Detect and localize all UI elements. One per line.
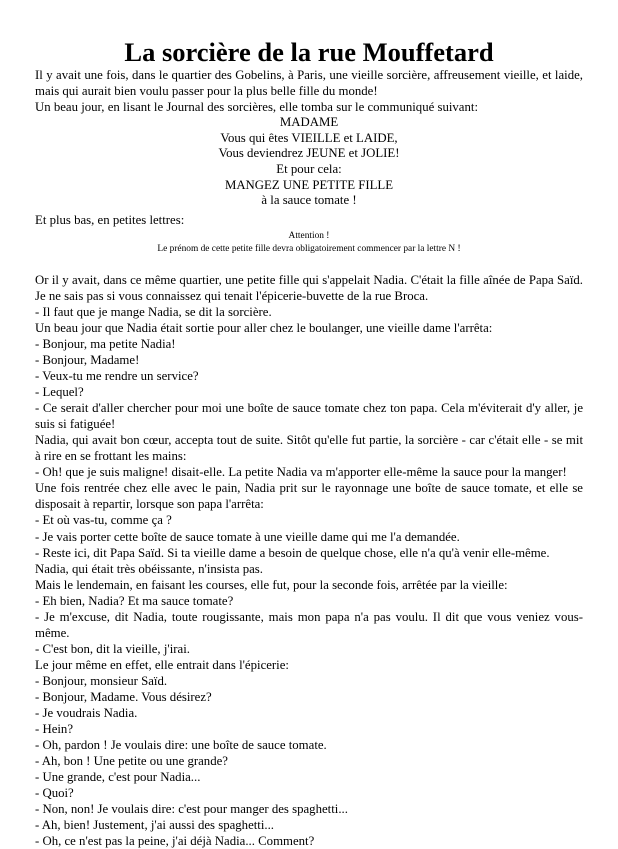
dialogue-line: - Je voudrais Nadia. bbox=[35, 706, 138, 721]
fine-print-line: Le prénom de cette petite fille devra obligatoirement commencer par la lettre N ! bbox=[157, 244, 461, 255]
announcement-line: à la sauce tomate ! bbox=[261, 193, 357, 208]
announcement-line: Vous deviendrez JEUNE et JOLIE! bbox=[218, 146, 400, 161]
dialogue-line: - Oh, pardon ! Je voulais dire: une boîte de sauce tomate. bbox=[35, 738, 327, 753]
dialogue-line: - Non, non! Je voulais dire: c'est pour manger des spaghetti... bbox=[35, 802, 348, 817]
dialogue-line: - Oh, ce n'est pas la peine, j'ai déjà Nadia... Comment? bbox=[35, 834, 315, 849]
dialogue-line: - Je m'excuse, dit Nadia, toute rougissante, mais mon papa n'a pas voulu. Il dit que vous veniez vous-même. bbox=[35, 609, 583, 640]
dialogue-line: - Bonjour, monsieur Saïd. bbox=[35, 673, 168, 688]
announcement-line: MANGEZ UNE PETITE FILLE bbox=[224, 177, 394, 192]
dialogue-line: - Et où vas-tu, comme ça ? bbox=[35, 513, 172, 528]
story-paragraph: Or il y avait, dans ce même quartier, une petite fille qui s'appelait Nadia. C'était la fille aînée de Papa Saïd. Je ne sais pas si vous connaissez qui tenait l'épicerie-buvette de la rue Broca. bbox=[35, 272, 583, 303]
dialogue-line: - Bonjour, Madame! bbox=[35, 352, 140, 367]
intro-paragraph: Un beau jour, en lisant le Journal des sorcières, elle tomba sur le communiqué suivant: bbox=[35, 100, 478, 115]
document-title: La sorcière de la rue Mouffetard bbox=[124, 37, 494, 67]
announcement-line: Vous qui êtes VIEILLE et LAIDE, bbox=[220, 130, 398, 145]
intro-paragraph: Il y avait une fois, dans le quartier des Gobelins, à Paris, une vieille sorcière, affreusement vieille, et laide, mais qui aurait bien voulu passer pour la plus belle fille du monde! bbox=[35, 68, 583, 99]
dialogue-line: - Je vais porter cette boîte de sauce tomate à une vieille dame qui me l'a demandée. bbox=[35, 529, 460, 544]
story-paragraph: Une fois rentrée chez elle avec le pain, Nadia prit sur le rayonnage une boîte de sauce tomate, et elle se disposait à repartir, lorsque son papa l'arrêta: bbox=[35, 481, 583, 512]
dialogue-line: - Oh! que je suis maligne! disait-elle. La petite Nadia va m'apporter elle-même la sauce pour la manger! bbox=[35, 465, 567, 480]
announcement-block bbox=[35, 115, 583, 209]
announcement-line: Et pour cela: bbox=[276, 161, 342, 176]
announcement-line: MADAME bbox=[279, 115, 339, 130]
story-paragraph: Un beau jour que Nadia était sortie pour aller chez le boulanger, une vieille dame l'arrêta: bbox=[35, 320, 493, 335]
dialogue-line: - Hein? bbox=[35, 722, 74, 737]
dialogue-line: - Eh bien, Nadia? Et ma sauce tomate? bbox=[35, 593, 234, 608]
dialogue-line: - Ah, bon ! Une petite ou une grande? bbox=[35, 754, 228, 769]
dialogue-line: - Ah, bien! Justement, j'ai aussi des spaghetti... bbox=[35, 818, 275, 833]
fine-print-block bbox=[35, 230, 583, 257]
story-paragraph: Mais le lendemain, en faisant les courses, elle fut, pour la seconde fois, arrêtée par la vieille: bbox=[35, 577, 508, 592]
story-paragraph: - Il faut que je mange Nadia, se dit la sorcière. bbox=[35, 304, 272, 319]
dialogue-line: - Bonjour, ma petite Nadia! bbox=[35, 336, 176, 351]
dialogue-line: - Veux-tu me rendre un service? bbox=[35, 369, 199, 384]
dialogue-line: - Ce serait d'aller chercher pour moi une boîte de sauce tomate chez ton papa. Cela m'éviterait d'y aller, je suis si fatiguée! bbox=[35, 401, 583, 432]
dialogue-line: - C'est bon, dit la vieille, j'irai. bbox=[35, 641, 190, 656]
fine-print-line: Attention ! bbox=[288, 230, 330, 241]
story-paragraph: Nadia, qui avait bon cœur, accepta tout de suite. Sitôt qu'elle fut partie, la sorcière - car c'était elle - se mit à rire en se frottant les mains: bbox=[35, 433, 583, 464]
paragraph-gap bbox=[35, 257, 583, 272]
dialogue-line: - Lequel? bbox=[35, 385, 84, 400]
dialogue-line: - Quoi? bbox=[35, 786, 74, 801]
dialogue-line: - Bonjour, Madame. Vous désirez? bbox=[35, 689, 212, 704]
dialogue-line: - Reste ici, dit Papa Saïd. Si ta vieille dame a besoin de quelque chose, elle n'a qu'à venir elle-même. bbox=[35, 545, 550, 560]
fine-print-intro: Et plus bas, en petites lettres: bbox=[35, 212, 185, 227]
document-page bbox=[35, 37, 583, 849]
dialogue-line: - Une grande, c'est pour Nadia... bbox=[35, 770, 201, 785]
story-paragraph: Le jour même en effet, elle entrait dans l'épicerie: bbox=[35, 657, 289, 672]
story-body bbox=[35, 272, 583, 849]
story-paragraph: Nadia, qui était très obéissante, n'insista pas. bbox=[35, 561, 263, 576]
